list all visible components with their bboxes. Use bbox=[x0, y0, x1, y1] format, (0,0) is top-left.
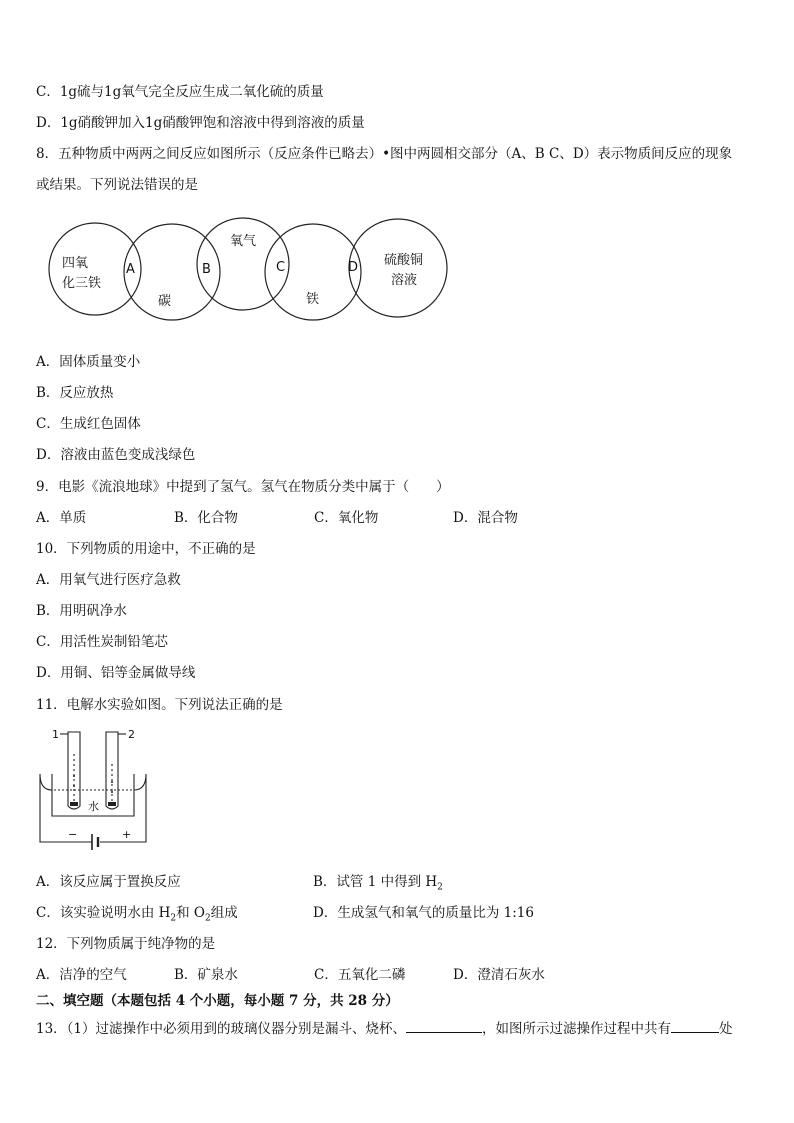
q7-option-d: D．1g硝酸钾加入1g硝酸钾饱和溶液中得到溶液的质量 bbox=[36, 115, 365, 131]
q13-line1: 13．（1）过滤操作中必须用到的玻璃仪器分别是漏斗、烧杯、 ，如图所示过滤操作过程中共有 处 bbox=[36, 1018, 733, 1038]
q11-option-b: B．试管 1 中得到 $H_2$ bbox=[313, 874, 443, 893]
q10-option-b: B．用明矾净水 bbox=[36, 603, 127, 619]
q9-options bbox=[36, 509, 736, 527]
q8-option-c: C．生成红色固体 bbox=[36, 416, 141, 432]
q9-option-c: C．氧化物 bbox=[314, 510, 379, 526]
q8-option-a: A．固体质量变小 bbox=[36, 354, 141, 370]
label-b: B bbox=[202, 262, 211, 277]
q9-option-d: D．混合物 bbox=[453, 510, 518, 526]
q12-option-b: B．矿泉水 bbox=[174, 967, 238, 983]
q11-options-row1 bbox=[36, 873, 756, 891]
circle-fe3o4-label-1: 四氧 bbox=[62, 256, 89, 271]
q13-blank-1[interactable] bbox=[406, 1018, 482, 1033]
q8-option-d: D．溶液由蓝色变成浅绿色 bbox=[36, 447, 196, 463]
q11-option-a: A．该反应属于置换反应 bbox=[36, 874, 181, 890]
q11-stem: 11．电解水实验如图。下列说法正确的是 bbox=[36, 697, 283, 713]
circle-oxygen-label: 氧气 bbox=[230, 234, 257, 249]
q9-option-b: B．化合物 bbox=[174, 510, 238, 526]
circle-cuso4-label-1: 硫酸铜 bbox=[384, 253, 424, 268]
q8-circles-diagram bbox=[40, 215, 460, 327]
label-a: A bbox=[126, 262, 135, 277]
label-c: C bbox=[276, 260, 286, 275]
circle-iron-label: 铁 bbox=[306, 292, 320, 307]
q12-option-c: C．五氧化二磷 bbox=[314, 967, 406, 983]
circle-cuso4 bbox=[349, 219, 447, 317]
q7-option-c: C．1g硫与1g氧气完全反应生成二氧化硫的质量 bbox=[36, 84, 324, 100]
q9-option-a: A．单质 bbox=[36, 510, 87, 526]
q12-stem: 12．下列物质属于纯净物的是 bbox=[36, 936, 216, 952]
q11-options-row2 bbox=[36, 904, 756, 922]
q8-stem-line2: 或结果。下列说法错误的是 bbox=[36, 177, 198, 193]
q13-blank-2[interactable] bbox=[671, 1018, 719, 1033]
circle-cuso4-label-2: 溶液 bbox=[391, 273, 418, 288]
q8-stem-line1: 8．五种物质中两两之间反应如图所示（反应条件已略去）•图中两圆相交部分（A、B C、D）表示物质间反应的现象 bbox=[36, 146, 733, 162]
circle-carbon-label: 碳 bbox=[158, 294, 172, 309]
q9-stem: 9．电影《流浪地球》中提到了氢气。氢气在物质分类中属于（ ） bbox=[36, 479, 450, 495]
negative-terminal-label: − bbox=[68, 828, 78, 841]
q11-option-c: C．该实验说明水由 $H_2$和 $O_2$组成 bbox=[36, 905, 238, 924]
q10-option-d: D．用铜、铝等金属做导线 bbox=[36, 665, 196, 681]
positive-terminal-label: + bbox=[122, 828, 132, 841]
tube-2-label: 2 bbox=[128, 728, 135, 741]
circle-fe3o4-label-2: 化三铁 bbox=[62, 276, 102, 291]
label-d: D bbox=[348, 260, 359, 275]
q12-option-d: D．澄清石灰水 bbox=[453, 967, 545, 983]
q11-option-d: D．生成氢气和氧气的质量比为 1:16 bbox=[313, 905, 534, 921]
section-2-heading: 二、填空题（本题包括 4 个小题，每小题 7 分，共 28 分） bbox=[36, 993, 399, 1009]
q10-stem: 10．下列物质的用途中，不正确的是 bbox=[36, 541, 256, 557]
q11-electrolysis-diagram bbox=[36, 724, 156, 864]
water-label: 水 bbox=[88, 800, 99, 813]
q10-option-a: A．用氧气进行医疗急救 bbox=[36, 572, 181, 588]
tube-1-label: 1 bbox=[52, 728, 59, 741]
q8-option-b: B．反应放热 bbox=[36, 385, 114, 401]
q10-option-c: C．用活性炭制铅笔芯 bbox=[36, 634, 168, 650]
q12-options bbox=[36, 966, 736, 984]
q12-option-a: A．洁净的空气 bbox=[36, 967, 127, 983]
